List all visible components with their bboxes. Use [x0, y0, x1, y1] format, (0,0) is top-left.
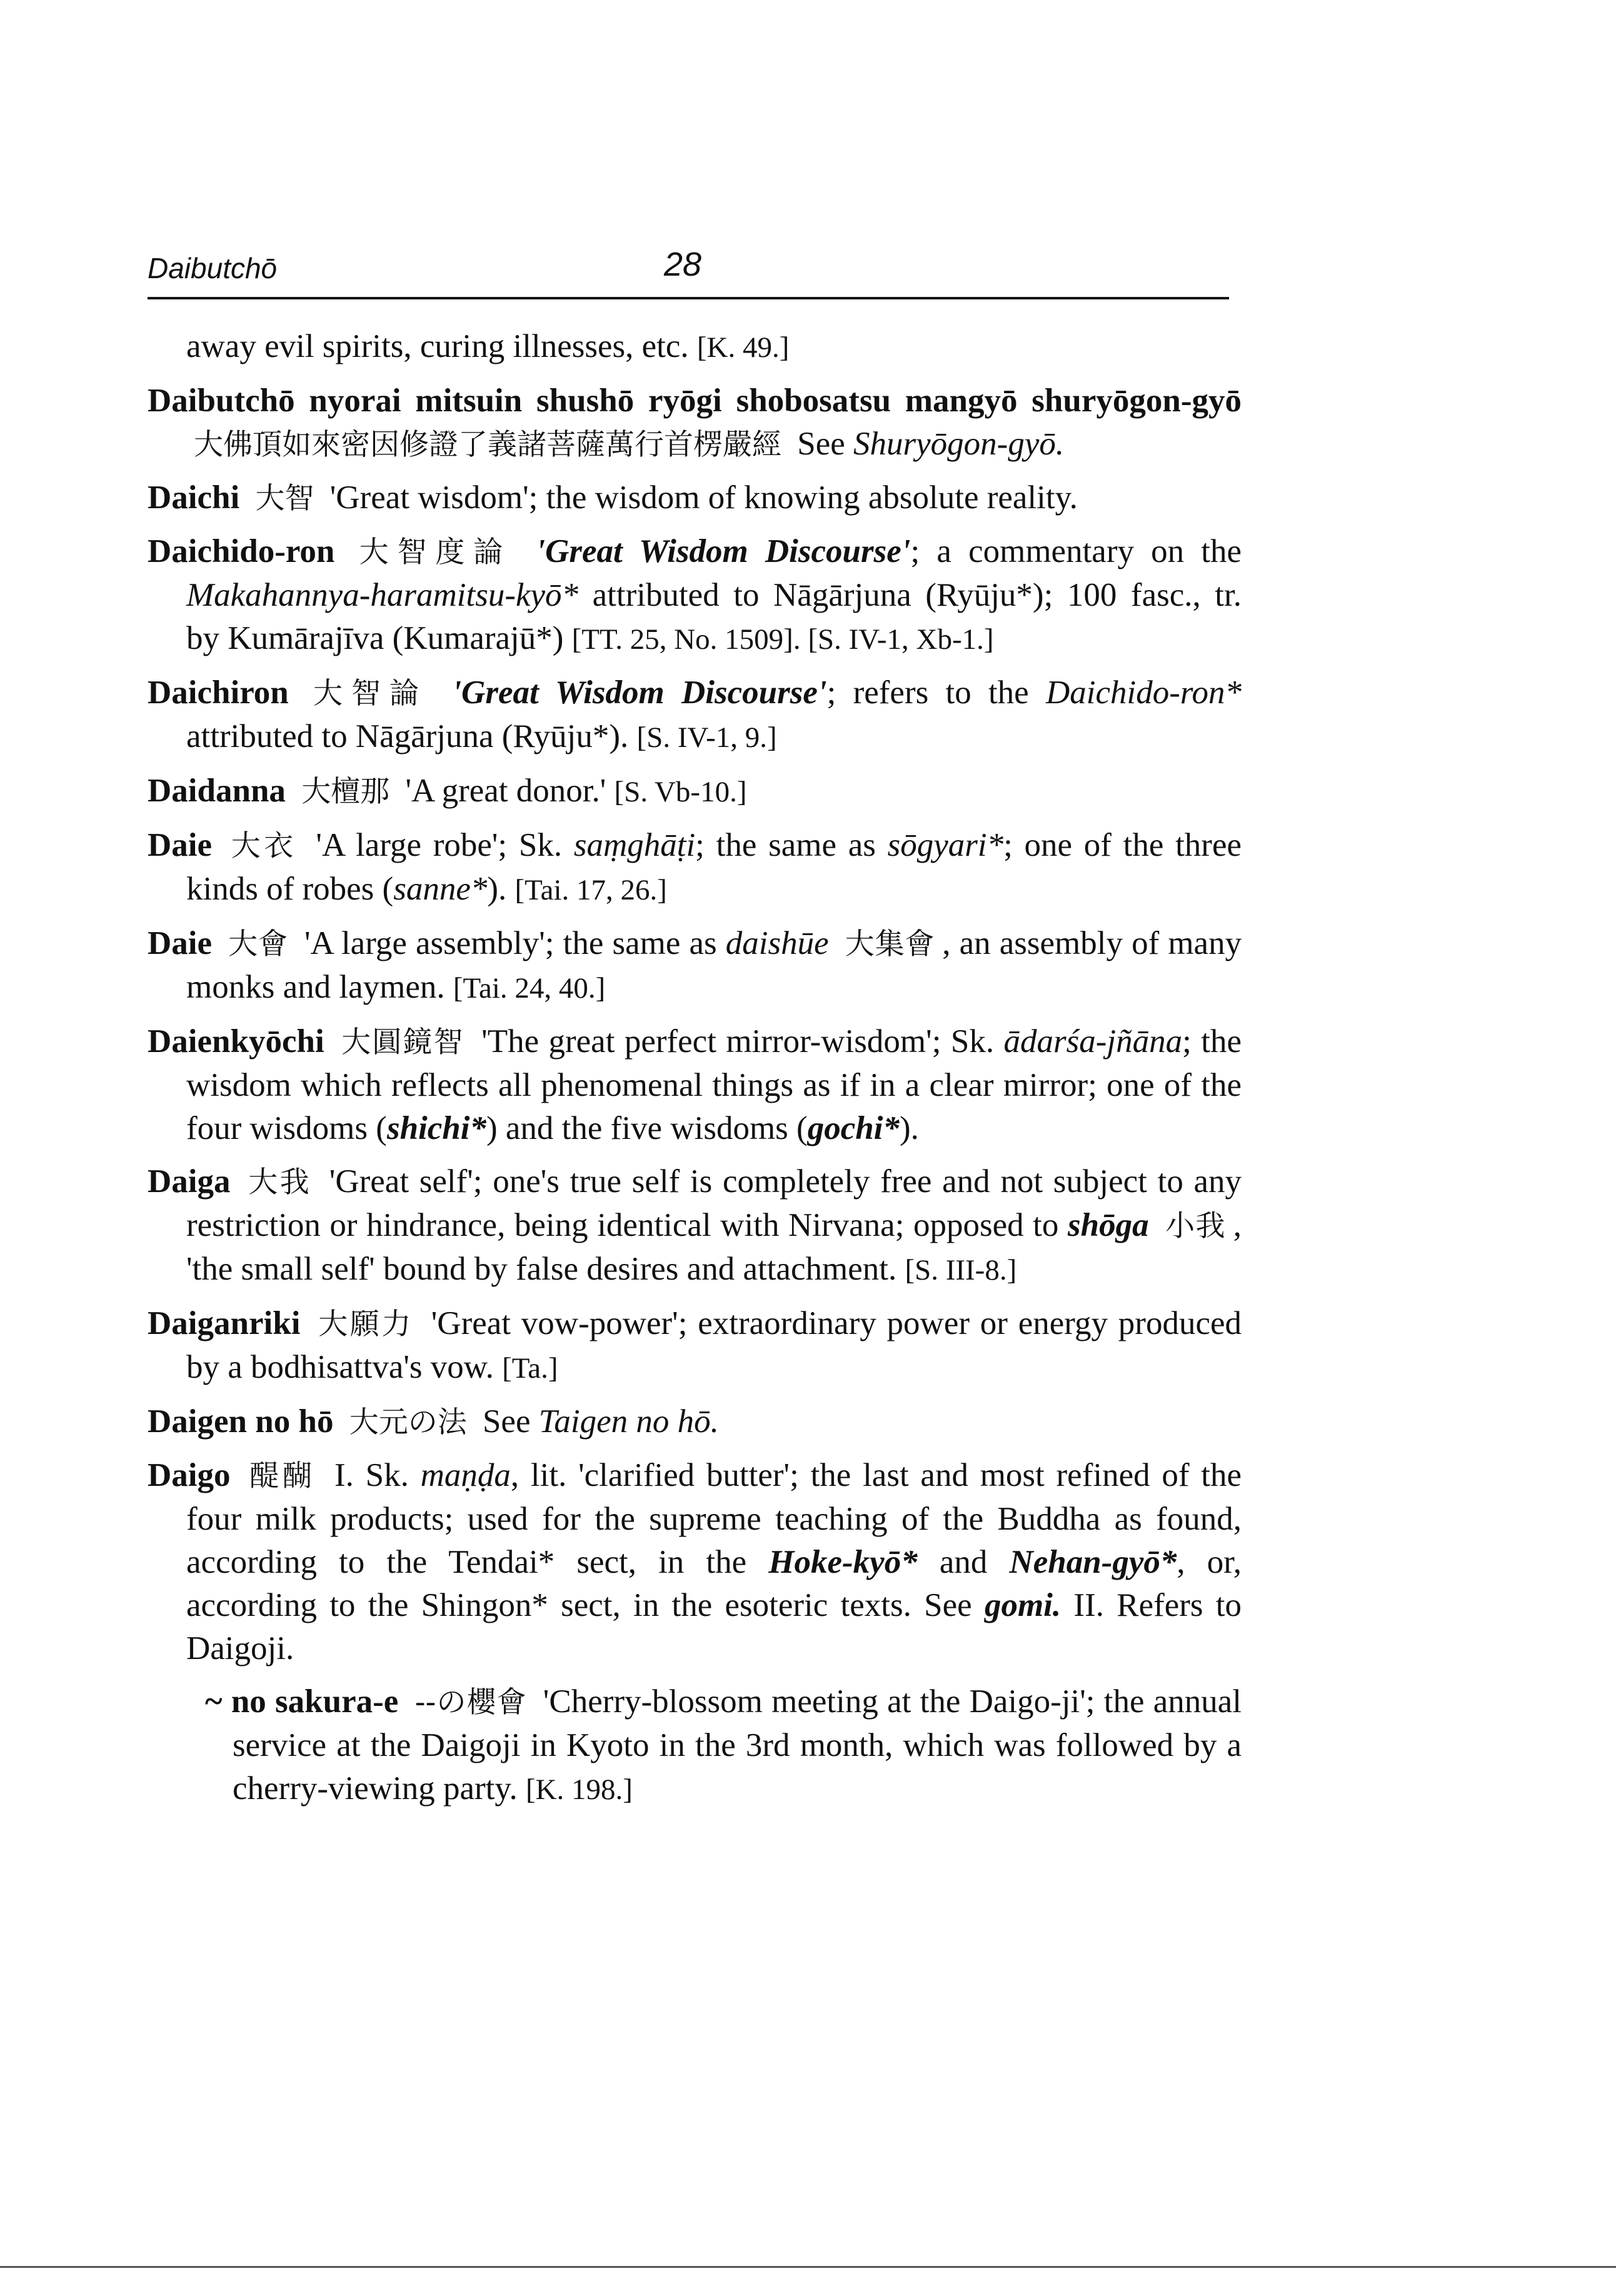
headword: Daie: [148, 925, 213, 961]
entry-continuation: away evil spirits, curing illnesses, etc. [K. 49.]: [186, 328, 790, 364]
kanji: 大願力: [318, 1307, 413, 1341]
headword: Daigo: [148, 1457, 231, 1493]
running-head: [148, 246, 1227, 299]
headword: Daichi: [148, 479, 240, 516]
page-number: 28: [664, 246, 702, 283]
kanji: 大智論: [313, 676, 428, 711]
entry-daiganriki: Daiganriki 大願力 'Great vow-power'; extraordinary power or energy produced by a bodhisattva's vow. [Ta.]: [148, 1305, 1242, 1385]
headword: Daienkyōchi: [148, 1023, 324, 1060]
kanji: 醍醐: [249, 1459, 316, 1493]
running-head-word: Daibutchō: [148, 252, 278, 284]
headword: Daichido-ron: [148, 533, 335, 569]
kanji: 大佛頂如來密因修證了義諸菩薩萬行首楞嚴經: [194, 428, 781, 462]
header-rule: [148, 297, 1229, 299]
headword: Daiga: [148, 1163, 231, 1200]
headword: Daie: [148, 827, 213, 863]
kanji: 大圓鏡智: [341, 1025, 464, 1060]
entry-daibutcho-nyorai: Daibutchō nyorai mitsuin shushō ryōgi shobosatsu mangyō shuryōgon-gyō 大佛頂如來密因修證了義諸菩薩萬行首楞嚴經 See Shuryōgon-gyō.: [148, 383, 1242, 462]
kanji: 大智: [255, 481, 314, 516]
entry-daienkyochi: Daienkyōchi 大圓鏡智 'The great perfect mirror-wisdom'; Sk. ādarśa-jñāna; the wisdom which reflects all phenomenal things as if in a clear mirror; one of the four wisdoms (shichi*) and the five wisdoms (gochi*).: [148, 1023, 1242, 1146]
bottom-rule: [0, 2266, 1616, 2268]
entry-daidanna: Daidanna 大檀那 'A great donor.' [S. Vb-10.]: [148, 773, 747, 809]
kanji: 大會: [228, 927, 288, 961]
headword: Daichiron: [148, 674, 289, 711]
dictionary-entries: [148, 325, 1242, 1822]
entry-daigo: Daigo 醍醐 I. Sk. maṇḍa, lit. 'clarified butter'; the last and most refined of the four milk products; used for the supreme teaching of the Buddha as found, according to the Tendai* sect, in the Hoke-kyō* and Nehan-gyō*, or, according to the Shingon* sect, in the esoteric texts. See gomi. II. Refers to Daigoji.: [148, 1457, 1242, 1667]
kanji: 大我: [248, 1165, 312, 1200]
kanji: --の櫻會: [414, 1685, 527, 1720]
entry-daie-robe: Daie 大衣 'A large robe'; Sk. saṃghāṭi; the same as sōgyari*; one of the three kinds of robes (sanne*). [Tai. 17, 26.]: [148, 827, 1242, 907]
headword: Daigen no hō: [148, 1403, 334, 1440]
kanji: 大衣: [231, 829, 297, 863]
entry-daichiron: Daichiron 大智論 'Great Wisdom Discourse'; refers to the Daichido-ron* attributed to Nāgārjuna (Ryūju*). [S. IV-1, 9.]: [148, 674, 1242, 754]
entry-daiga: Daiga 大我 'Great self'; one's true self is completely free and not subject to any restriction or hindrance, being identical with Nirvana; opposed to shōga 小我 , 'the small self' bound by false desires and attachment. [S. III-8.]: [148, 1163, 1242, 1287]
entry-daichi: Daichi 大智 'Great wisdom'; the wisdom of knowing absolute reality.: [148, 479, 1078, 516]
kanji: 大檀那: [301, 775, 390, 809]
headword: Daibutchō nyorai mitsuin shushō ryōgi shobosatsu mangyō shuryōgon-gyō: [148, 383, 1242, 419]
entry-no-sakura-e: ~ no sakura-e --の櫻會 'Cherry-blossom meeting at the Daigo-ji'; the annual service at the Daigoji in Kyoto in the 3rd month, which was followed by a cherry-viewing party. [K. 198.]: [205, 1683, 1242, 1807]
entry-daichido-ron: Daichido-ron 大智度論 'Great Wisdom Discourse'; a commentary on the Makahannya-haramitsu-kyō* attributed to Nāgārjuna (Ryūju*); 100 fasc., tr. by Kumārajīva (Kumarajū*) [TT. 25, No. 1509]. [S. IV-1, Xb-1.]: [148, 533, 1242, 656]
headword: ~ no sakura-e: [205, 1683, 399, 1720]
headword: Daidanna: [148, 773, 286, 809]
kanji: 大元の法: [349, 1405, 467, 1440]
entry-daigen-no-ho: Daigen no hō 大元の法 See Taigen no hō.: [148, 1403, 719, 1440]
headword: Daiganriki: [148, 1305, 301, 1341]
entry-daie-assembly: Daie 大會 'A large assembly'; the same as daishūe 大集會 , an assembly of many monks and laymen. [Tai. 24, 40.]: [148, 925, 1242, 1005]
kanji: 大智度論: [359, 535, 512, 569]
